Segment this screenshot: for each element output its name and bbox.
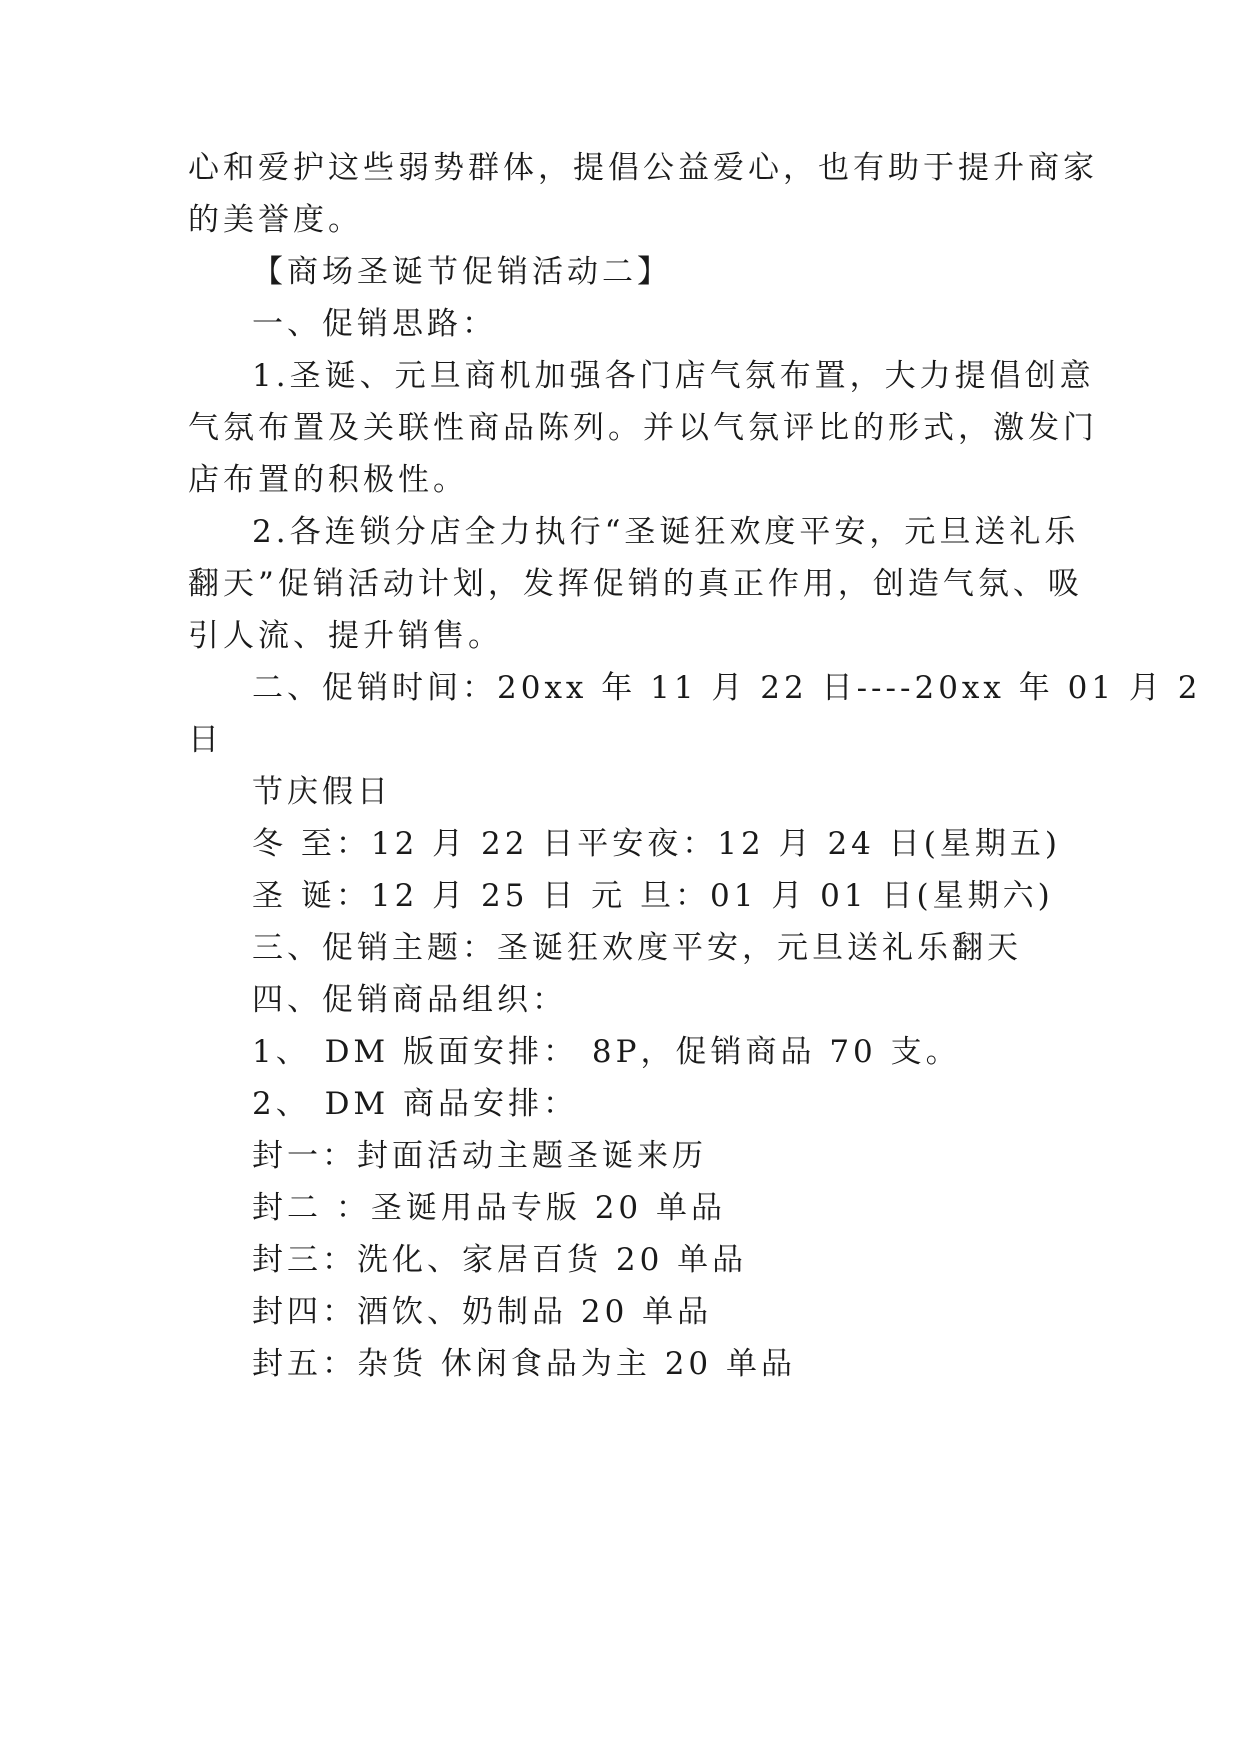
paragraph-line: 引人流、提升销售。 (188, 618, 503, 654)
paragraph-line: 心和爱护这些弱势群体，提倡公益爱心，也有助于提升商家 (188, 150, 1098, 186)
list-item: 封一：封面活动主题圣诞来历 (252, 1138, 707, 1174)
list-item: 冬 至：12 月 22 日平安夜：12 月 24 日(星期五) (252, 826, 1061, 862)
list-heading: 节庆假日 (252, 774, 392, 810)
paragraph-line: 气氛布置及关联性商品陈列。并以气氛评比的形式，激发门 (188, 410, 1098, 446)
list-item: 封四：酒饮、奶制品 20 单品 (252, 1294, 713, 1330)
list-item: 2、 DM 商品安排： (252, 1086, 579, 1122)
paragraph-line: 的美誉度。 (188, 202, 363, 238)
paragraph-line: 2.各连锁分店全力执行“圣诞狂欢度平安，元旦送礼乐 (252, 514, 1080, 550)
list-item: 封五：杂货 休闲食品为主 20 单品 (252, 1346, 797, 1382)
subheading: 二、促销时间：20xx 年 11 月 22 日----20xx 年 01 月 2 (252, 670, 1202, 706)
subheading: 一、促销思路： (252, 306, 497, 342)
paragraph-line: 1.圣诞、元旦商机加强各门店气氛布置，大力提倡创意 (252, 358, 1095, 394)
list-item: 1、 DM 版面安排： 8P，促销商品 70 支。 (252, 1034, 961, 1070)
subheading: 四、促销商品组织： (252, 982, 567, 1018)
list-item: 圣 诞：12 月 25 日 元 旦：01 月 01 日(星期六) (252, 878, 1054, 914)
paragraph-line: 翻天”促销活动计划，发挥促销的真正作用，创造气氛、吸 (188, 566, 1083, 602)
section-heading: 【商场圣诞节促销活动二】 (252, 254, 672, 290)
subheading: 三、促销主题：圣诞狂欢度平安，元旦送礼乐翻天 (252, 930, 1022, 966)
list-item: 封三：洗化、家居百货 20 单品 (252, 1242, 748, 1278)
list-item: 封二 ：圣诞用品专版 20 单品 (252, 1190, 727, 1226)
paragraph-line: 店布置的积极性。 (188, 462, 468, 498)
paragraph-line: 日 (188, 722, 223, 758)
